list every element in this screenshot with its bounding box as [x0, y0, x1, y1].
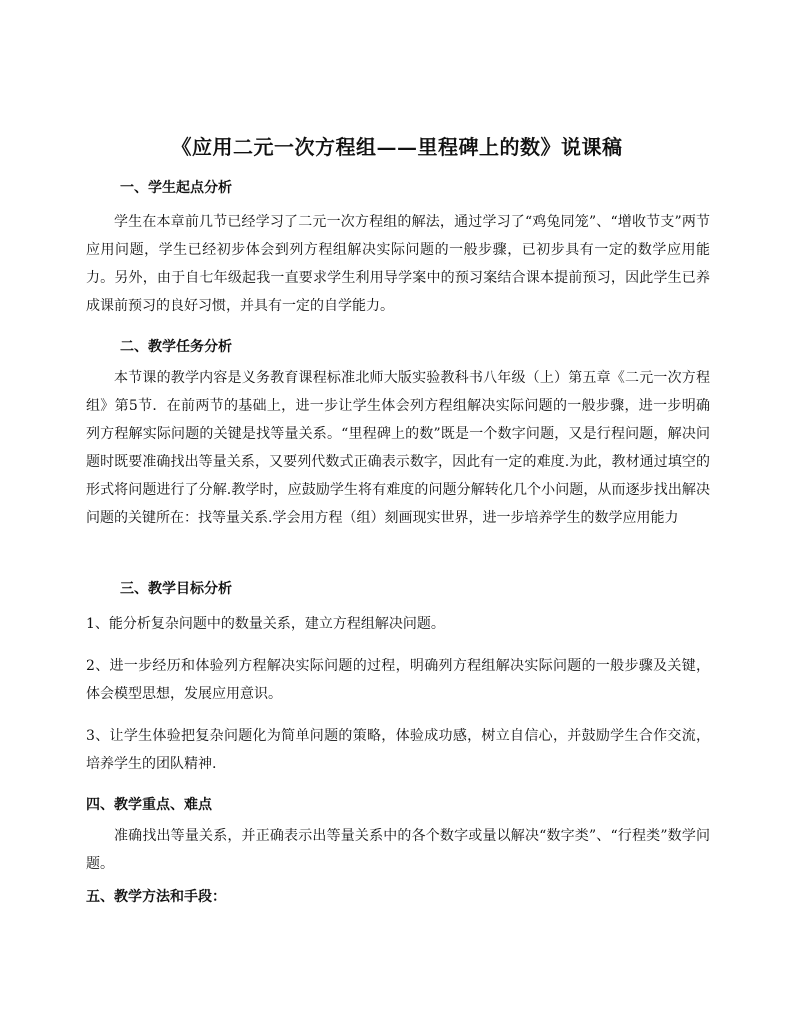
section-heading-1: 一、学生起点分析	[120, 180, 232, 196]
objective-item-1: 1、能分析复杂问题中的数量关系，建立方程组解决问题。	[86, 616, 445, 632]
section-paragraph-2: 本节课的教学内容是义务教育课程标准北师大版实验教科书八年级（上）第五章《二元一次方程组》第5节．在前两节的基础上，进一步让学生体会列方程组解决实际问题的一般步骤，进一步明确列方程解实际问题的关键是找等量关系。“里程碑上的数”既是一个数字问题，又是行程问题，解决问题时既要准确找出等量关系，又要列代数式正确表示数字，因此有一定的难度.为此，教材通过填空的形式将问题进行了分解.教学时，应鼓励学生将有难度的问题分解转化几个小问题，从而逐步找出解决问题的关键所在：找等量关系.学会用方程（组）刻画现实世界，进一步培养学生的数学应用能力	[86, 370, 710, 526]
document-title: 《应用二元一次方程组——里程碑上的数》说课稿	[171, 135, 623, 159]
section-heading-2: 二、教学任务分析	[120, 339, 232, 355]
section-heading-4: 四、教学重点、难点	[86, 797, 212, 813]
section-paragraph-1: 学生在本章前几节已经学习了二元一次方程组的解法，通过学习了“鸡兔同笼”、“增收节支”两节应用问题，学生已经初步体会到列方程组解决实际问题的一般步骤，已初步具有一定的数学应用能力。另外，由于自七年级起我一直要求学生利用导学案中的预习案结合课本提前预习，因此学生已养成课前预习的良好习惯，并具有一定的自学能力。	[86, 214, 710, 314]
section-heading-3: 三、教学目标分析	[120, 581, 232, 597]
objective-item-2: 2、进一步经历和体验列方程解决实际问题的过程，明确列方程组解决实际问题的一般步骤及关键，体会模型思想，发展应用意识。	[86, 658, 710, 702]
section-heading-5: 五、教学方法和手段：	[86, 889, 226, 905]
objective-item-3: 3、让学生体验把复杂问题化为简单问题的策略，体验成功感，树立自信心，并鼓励学生合作交流，培养学生的团队精神.	[86, 728, 710, 772]
section-paragraph-4: 准确找出等量关系，并正确表示出等量关系中的各个数字或量以解决“数字类”、“行程类”数学问题。	[86, 828, 710, 872]
